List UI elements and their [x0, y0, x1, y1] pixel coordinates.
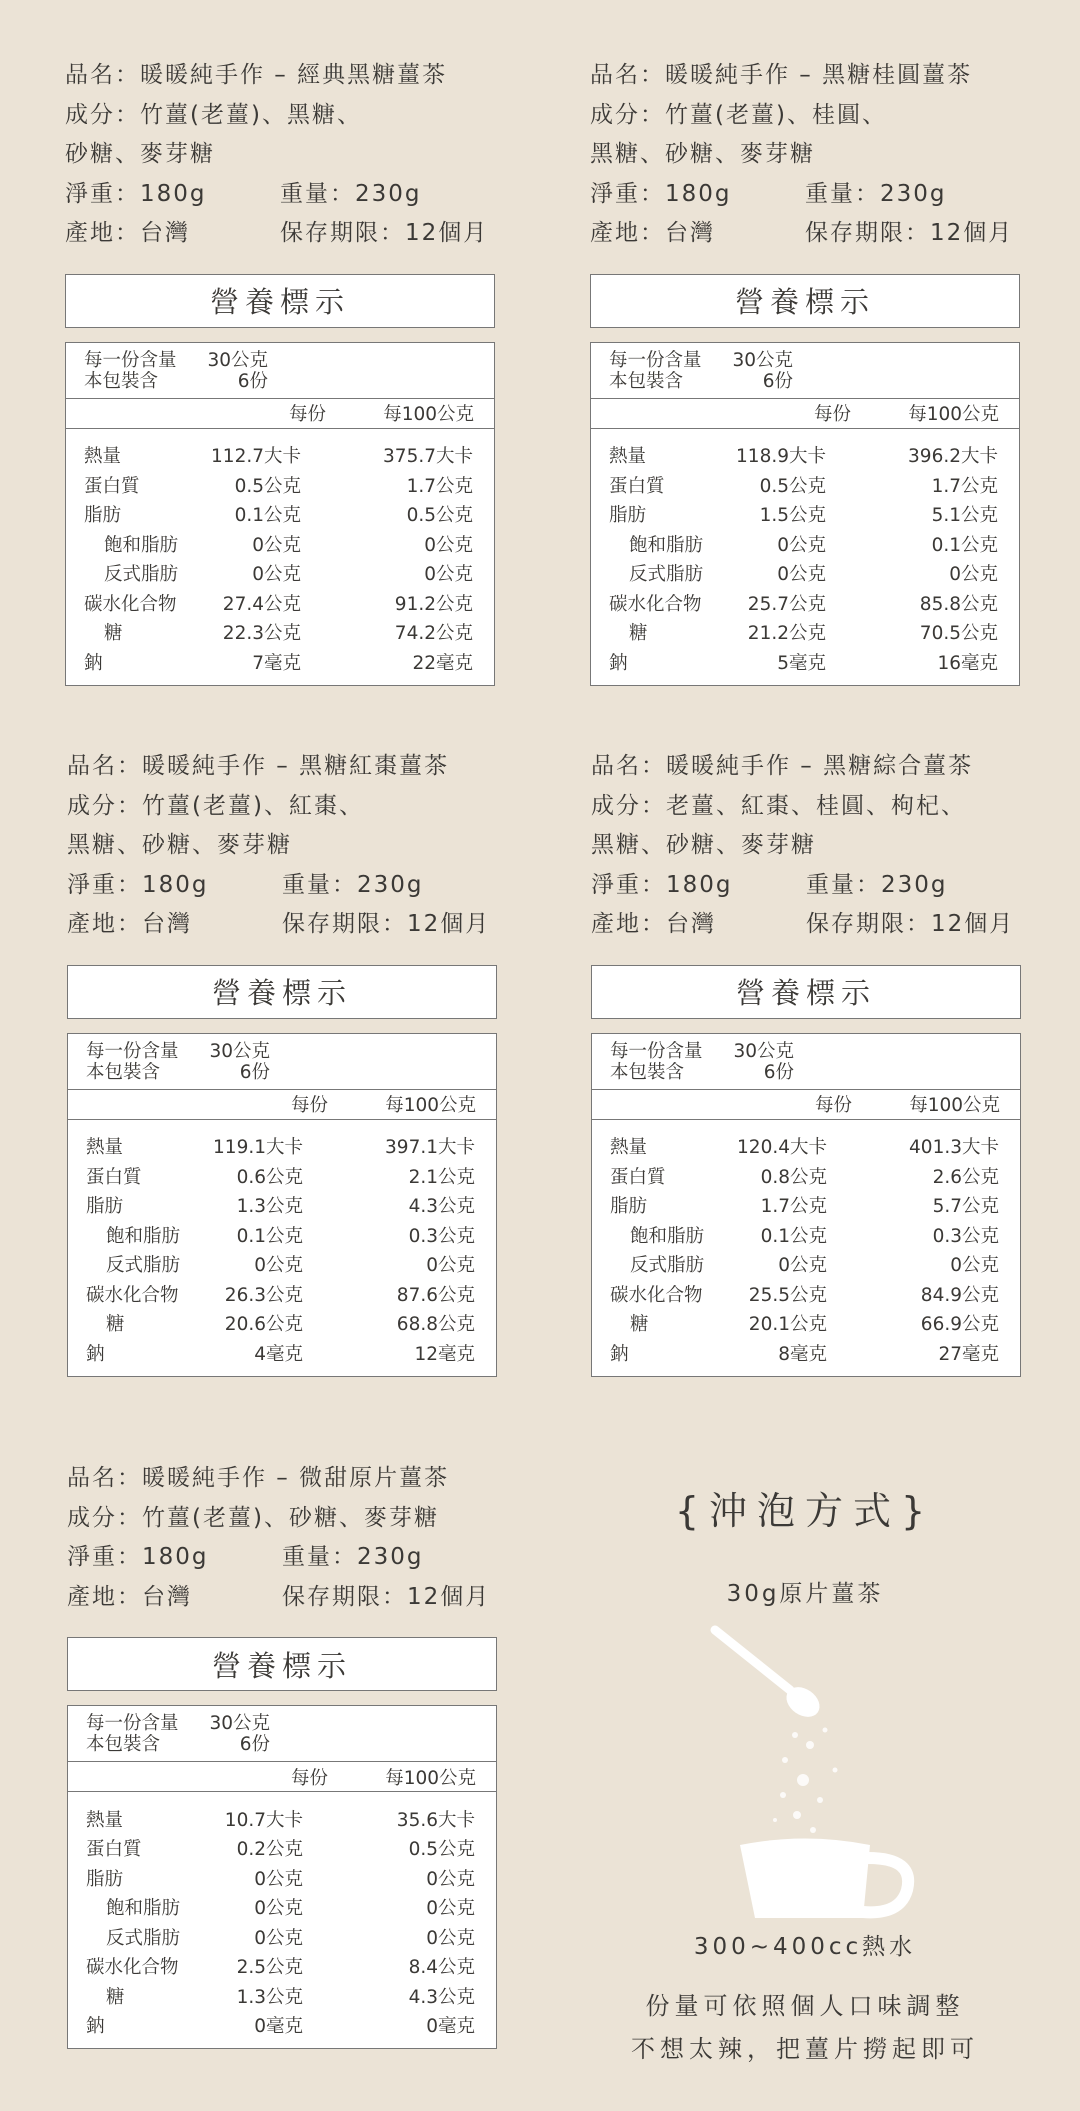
brewing-tip-2: 不想太辣，把薑片撈起即可: [631, 2035, 979, 2063]
table-row: [68, 1893, 496, 1923]
origin-row: [67, 905, 497, 945]
per-serving-value: 7毫克: [252, 652, 301, 674]
table-row: [591, 500, 1019, 530]
per-100g-value: 2.1公克: [408, 1166, 475, 1188]
ingredients-line: 黑糖、砂糖、麥芽糖: [67, 832, 292, 858]
nutrition-table: [67, 1033, 497, 1377]
nutrition-table: [67, 1705, 497, 2049]
nutrient-label: 脂肪: [84, 505, 122, 527]
per-100g-value: 91.2公克: [394, 593, 473, 615]
table-body: [68, 1792, 496, 2048]
product-info: [590, 56, 1020, 254]
servings-value: 6份: [762, 370, 793, 392]
net-weight: 淨重：180g: [590, 180, 732, 207]
per-100g-value: 12毫克: [414, 1343, 475, 1365]
shelf-life: 保存期限：12個月: [805, 220, 1014, 246]
product-mixed: [591, 747, 1021, 1377]
per-serving-value: 0公克: [778, 1255, 827, 1277]
per-100g-value: 5.1公克: [931, 505, 998, 527]
table-row: [66, 441, 494, 471]
brewing-water: 300~400cc熱水: [693, 1934, 917, 1960]
per-100g-value: 0公克: [949, 564, 998, 586]
table-row: [68, 1220, 496, 1250]
header-per-serving: 每份: [290, 1767, 328, 1789]
servings-label: 本包裝含: [610, 1061, 685, 1083]
servings-label: 本包裝含: [84, 370, 159, 392]
gross-weight: 重量：230g: [280, 180, 422, 207]
nutrient-label: 飽和脂肪: [629, 534, 704, 556]
ingredients-line: 砂糖、麥芽糖: [65, 141, 215, 167]
brewing-instructions: [590, 1470, 1020, 2071]
per-serving-value: 0.2公克: [236, 1839, 303, 1861]
nutrition-title: 營養標示: [65, 274, 495, 328]
per-100g-value: 0公克: [426, 1255, 475, 1277]
per-100g-value: 0公克: [424, 564, 473, 586]
nutrient-label: 熱量: [84, 446, 122, 468]
table-row: [68, 1981, 496, 2011]
table-row: [68, 1804, 496, 1834]
nutrient-label: 鈉: [86, 1343, 105, 1365]
origin-row: [67, 1578, 497, 1618]
per-100g-value: 70.5公克: [919, 623, 998, 645]
serving-size-row: [84, 350, 476, 371]
table-row: [591, 559, 1019, 589]
nutrient-label: 蛋白質: [609, 475, 665, 497]
servings-value: 6份: [763, 1061, 794, 1083]
net-weight: 淨重：180g: [65, 180, 207, 207]
table-row: [66, 529, 494, 559]
gross-weight: 重量：230g: [805, 180, 947, 207]
table-row: [66, 470, 494, 500]
nutrient-label: 蛋白質: [86, 1839, 142, 1861]
shelf-life: 保存期限：12個月: [280, 220, 489, 246]
table-row: [68, 1191, 496, 1221]
per-serving-value: 20.6公克: [224, 1314, 303, 1336]
origin-row: [590, 214, 1020, 254]
table-row: [66, 618, 494, 648]
servings-value: 6份: [239, 1061, 270, 1083]
per-100g-value: 0公克: [426, 1927, 475, 1949]
table-row: [68, 1250, 496, 1280]
per-serving-value: 118.9大卡: [736, 446, 826, 468]
per-100g-value: 74.2公克: [394, 623, 473, 645]
per-100g-value: 0.3公克: [932, 1225, 999, 1247]
per-serving-value: 25.7公克: [747, 593, 826, 615]
serving-size-row: [610, 1041, 1002, 1062]
serving-size-row: [609, 350, 1001, 371]
per-serving-value: 0公克: [777, 564, 826, 586]
per-100g-value: 397.1大卡: [385, 1137, 475, 1159]
per-100g-value: 396.2大卡: [908, 446, 998, 468]
servings-row: [86, 1062, 478, 1083]
table-row: [68, 1132, 496, 1162]
ingredients-line: 成分：竹薑(老薑)、砂糖、麥芽糖: [67, 1504, 439, 1531]
servings-row: [86, 1734, 478, 1755]
per-serving-value: 0.5公克: [234, 475, 301, 497]
nutrient-label: 脂肪: [610, 1196, 648, 1218]
table-row: [591, 647, 1019, 677]
ingredients-line: 成分：老薑、紅棗、桂圓、枸杞、: [591, 792, 966, 819]
header-per-serving: 每份: [813, 404, 851, 425]
servings-row: [609, 371, 1001, 392]
table-row: [68, 1922, 496, 1952]
header-per-serving: 每份: [290, 1095, 328, 1116]
brewing-tip-1: 份量可依照個人口味調整: [645, 1992, 965, 2020]
serving-info: [68, 1034, 496, 1090]
per-100g-value: 0.1公克: [931, 534, 998, 556]
nutrient-label: 熱量: [610, 1137, 648, 1159]
per-serving-value: 1.3公克: [236, 1196, 303, 1218]
per-100g-value: 66.9公克: [920, 1314, 999, 1336]
table-row: [68, 1279, 496, 1309]
header-per-serving: 每份: [814, 1095, 852, 1116]
per-serving-value: 0.1公克: [234, 505, 301, 527]
per-serving-value: 112.7大卡: [211, 446, 301, 468]
servings-label: 本包裝含: [86, 1734, 161, 1755]
nutrient-label: 熱量: [86, 1809, 124, 1831]
table-body: [68, 1120, 496, 1376]
serving-size-label: 每一份含量: [86, 1040, 179, 1062]
header-per-100g: 每100公克: [383, 404, 474, 425]
servings-row: [610, 1062, 1002, 1083]
origin-row: [591, 905, 1021, 945]
servings-label: 本包裝含: [609, 370, 684, 392]
serving-size-row: [86, 1713, 478, 1734]
table-row: [66, 588, 494, 618]
weight-row: [65, 175, 495, 215]
per-serving-value: 0.6公克: [236, 1166, 303, 1188]
per-serving-value: 8毫克: [778, 1343, 827, 1365]
product-info: [65, 56, 495, 254]
table-row: [591, 618, 1019, 648]
per-serving-value: 26.3公克: [224, 1284, 303, 1306]
origin: 產地：台灣: [590, 220, 715, 246]
per-serving-value: 0公克: [254, 1927, 303, 1949]
table-row: [592, 1220, 1020, 1250]
brewing-amount: 30g原片薑茶: [726, 1581, 884, 1607]
per-100g-value: 84.9公克: [920, 1284, 999, 1306]
per-serving-value: 10.7大卡: [224, 1809, 303, 1831]
product-name: 品名：暖暖純手作 – 微甜原片薑茶: [67, 1465, 450, 1491]
nutrient-label: 碳水化合物: [84, 593, 177, 615]
per-serving-value: 0公克: [254, 1255, 303, 1277]
per-100g-value: 0.5公克: [406, 505, 473, 527]
per-serving-value: 5毫克: [777, 652, 826, 674]
per-100g-value: 16毫克: [937, 652, 998, 674]
product-lightly-sweet: [67, 1459, 497, 2049]
serving-info: [66, 343, 494, 399]
nutrition-title: 營養標示: [591, 965, 1021, 1019]
ingredients-line: 成分：竹薑(老薑)、黑糖、: [65, 101, 362, 128]
per-100g-value: 87.6公克: [396, 1284, 475, 1306]
per-100g-value: 35.6大卡: [396, 1809, 475, 1831]
table-row: [68, 1338, 496, 1368]
per-serving-value: 1.7公克: [760, 1196, 827, 1218]
per-serving-value: 0公克: [254, 1868, 303, 1890]
per-100g-value: 0.3公克: [408, 1225, 475, 1247]
origin-row: [65, 214, 495, 254]
table-row: [68, 1834, 496, 1864]
per-100g-value: 0公克: [950, 1255, 999, 1277]
net-weight: 淨重：180g: [591, 871, 733, 898]
serving-size-value: 30公克: [209, 1713, 270, 1734]
ingredients-line: 成分：竹薑(老薑)、紅棗、: [67, 792, 364, 819]
product-info: [67, 747, 497, 945]
servings-label: 本包裝含: [86, 1061, 161, 1083]
per-serving-value: 0.8公克: [760, 1166, 827, 1188]
shelf-life: 保存期限：12個月: [806, 911, 1015, 937]
table-header: [591, 399, 1019, 429]
brewing-title: {沖泡方式}: [674, 1489, 936, 1533]
table-row: [68, 1309, 496, 1339]
product-name: 品名：暖暖純手作 – 黑糖紅棗薑茶: [67, 753, 450, 779]
nutrient-label: 糖: [104, 623, 123, 645]
nutrient-label: 脂肪: [609, 505, 647, 527]
ingredients-line: 黑糖、砂糖、麥芽糖: [591, 832, 816, 858]
table-row: [592, 1191, 1020, 1221]
table-row: [68, 2011, 496, 2041]
per-serving-value: 0公克: [252, 534, 301, 556]
weight-row: [67, 866, 497, 906]
per-100g-value: 0公克: [426, 1898, 475, 1920]
serving-size-label: 每一份含量: [84, 349, 177, 371]
per-100g-value: 68.8公克: [396, 1314, 475, 1336]
serving-size-value: 30公克: [733, 1040, 794, 1062]
per-serving-value: 0毫克: [254, 2016, 303, 2038]
per-serving-value: 0公克: [254, 1898, 303, 1920]
per-serving-value: 0.5公克: [759, 475, 826, 497]
table-row: [592, 1279, 1020, 1309]
table-body: [66, 429, 494, 685]
gross-weight: 重量：230g: [282, 871, 424, 898]
nutrient-label: 蛋白質: [84, 475, 140, 497]
per-100g-value: 85.8公克: [919, 593, 998, 615]
table-row: [592, 1132, 1020, 1162]
table-row: [591, 470, 1019, 500]
per-100g-value: 0毫克: [426, 2016, 475, 2038]
shelf-life: 保存期限：12個月: [282, 911, 491, 937]
per-serving-value: 1.5公克: [759, 505, 826, 527]
serving-info: [68, 1706, 496, 1762]
nutrient-label: 飽和脂肪: [630, 1225, 705, 1247]
table-header: [68, 1090, 496, 1120]
nutrient-label: 糖: [630, 1314, 649, 1336]
nutrient-label: 蛋白質: [86, 1166, 142, 1188]
servings-value: 6份: [239, 1734, 270, 1755]
header-per-serving: 每份: [288, 404, 326, 425]
nutrient-label: 脂肪: [86, 1868, 124, 1890]
nutrition-title: 營養標示: [590, 274, 1020, 328]
product-red-date: [67, 747, 497, 1377]
product-name: 品名：暖暖純手作 – 經典黑糖薑茶: [65, 62, 448, 88]
table-header: [68, 1762, 496, 1792]
table-row: [591, 529, 1019, 559]
per-serving-value: 21.2公克: [747, 623, 826, 645]
serving-size-value: 30公克: [207, 349, 268, 371]
per-100g-value: 4.3公克: [408, 1986, 475, 2008]
nutrient-label: 熱量: [609, 446, 647, 468]
origin: 產地：台灣: [591, 911, 716, 937]
per-100g-value: 22毫克: [412, 652, 473, 674]
per-100g-value: 0.5公克: [408, 1839, 475, 1861]
per-serving-value: 0.1公克: [236, 1225, 303, 1247]
nutrient-label: 反式脂肪: [629, 564, 704, 586]
nutrient-label: 糖: [106, 1986, 125, 2008]
per-serving-value: 22.3公克: [222, 623, 301, 645]
nutrition-table: [65, 342, 495, 686]
serving-size-value: 30公克: [209, 1040, 270, 1062]
per-100g-value: 2.6公克: [932, 1166, 999, 1188]
header-per-100g: 每100公克: [909, 1095, 1000, 1116]
nutrient-label: 碳水化合物: [609, 593, 702, 615]
nutrient-label: 反式脂肪: [104, 564, 179, 586]
weight-row: [591, 866, 1021, 906]
per-100g-value: 0公克: [426, 1868, 475, 1890]
table-row: [592, 1250, 1020, 1280]
table-row: [591, 588, 1019, 618]
nutrient-label: 反式脂肪: [106, 1927, 181, 1949]
table-row: [592, 1338, 1020, 1368]
spoon-and-cup-icon: [685, 1620, 925, 1920]
per-serving-value: 2.5公克: [236, 1957, 303, 1979]
table-row: [68, 1161, 496, 1191]
table-row: [66, 559, 494, 589]
nutrient-label: 飽和脂肪: [104, 534, 179, 556]
nutrient-label: 糖: [106, 1314, 125, 1336]
weight-row: [590, 175, 1020, 215]
per-serving-value: 0.1公克: [760, 1225, 827, 1247]
per-serving-value: 120.4大卡: [737, 1137, 827, 1159]
net-weight: 淨重：180g: [67, 1544, 209, 1570]
nutrient-label: 鈉: [609, 652, 628, 674]
per-serving-value: 4毫克: [254, 1343, 303, 1365]
per-100g-value: 4.3公克: [408, 1196, 475, 1218]
nutrient-label: 熱量: [86, 1137, 124, 1159]
per-serving-value: 0公克: [252, 564, 301, 586]
serving-info: [592, 1034, 1020, 1090]
table-row: [592, 1309, 1020, 1339]
nutrient-label: 反式脂肪: [106, 1255, 181, 1277]
per-serving-value: 119.1大卡: [213, 1137, 303, 1159]
table-row: [592, 1161, 1020, 1191]
product-name: 品名：暖暖純手作 – 黑糖綜合薑茶: [591, 753, 974, 779]
table-header: [66, 399, 494, 429]
nutrient-label: 飽和脂肪: [106, 1898, 181, 1920]
per-100g-value: 5.7公克: [932, 1196, 999, 1218]
serving-info: [591, 343, 1019, 399]
per-100g-value: 1.7公克: [406, 475, 473, 497]
origin: 產地：台灣: [65, 220, 190, 246]
gross-weight: 重量：230g: [806, 871, 948, 898]
ingredients-line: 黑糖、砂糖、麥芽糖: [590, 141, 815, 167]
product-info: [67, 1459, 497, 1617]
shelf-life: 保存期限：12個月: [282, 1583, 491, 1610]
table-header: [592, 1090, 1020, 1120]
nutrient-label: 碳水化合物: [610, 1284, 703, 1306]
servings-value: 6份: [237, 370, 268, 392]
nutrition-table: [591, 1033, 1021, 1377]
product-name: 品名：暖暖純手作 – 黑糖桂圓薑茶: [590, 62, 973, 88]
nutrition-table: [590, 342, 1020, 686]
per-100g-value: 27毫克: [938, 1343, 999, 1365]
nutrient-label: 鈉: [86, 2016, 105, 2038]
nutrient-label: 脂肪: [86, 1196, 124, 1218]
nutrient-label: 碳水化合物: [86, 1957, 179, 1979]
origin: 產地：台灣: [67, 911, 192, 937]
header-per-100g: 每100公克: [385, 1767, 476, 1789]
origin: 產地：台灣: [67, 1583, 192, 1610]
nutrition-title: 營養標示: [67, 1637, 497, 1691]
nutrition-title: 營養標示: [67, 965, 497, 1019]
gross-weight: 重量：230g: [282, 1544, 424, 1570]
table-row: [66, 500, 494, 530]
per-100g-value: 0公克: [424, 534, 473, 556]
product-info: [591, 747, 1021, 945]
header-per-100g: 每100公克: [908, 404, 999, 425]
per-serving-value: 25.5公克: [748, 1284, 827, 1306]
product-longan: [590, 56, 1020, 686]
per-100g-value: 375.7大卡: [383, 446, 473, 468]
per-serving-value: 1.3公克: [236, 1986, 303, 2008]
per-serving-value: 20.1公克: [748, 1314, 827, 1336]
nutrient-label: 鈉: [84, 652, 103, 674]
serving-size-row: [86, 1041, 478, 1062]
nutrient-label: 蛋白質: [610, 1166, 666, 1188]
per-100g-value: 401.3大卡: [909, 1137, 999, 1159]
table-row: [68, 1952, 496, 1982]
serving-size-label: 每一份含量: [86, 1713, 179, 1734]
table-row: [66, 647, 494, 677]
ingredients-line: 成分：竹薑(老薑)、桂圓、: [590, 101, 887, 128]
table-body: [591, 429, 1019, 685]
per-serving-value: 0公克: [777, 534, 826, 556]
weight-row: [67, 1538, 497, 1578]
serving-size-label: 每一份含量: [609, 349, 702, 371]
serving-size-label: 每一份含量: [610, 1040, 703, 1062]
net-weight: 淨重：180g: [67, 871, 209, 898]
serving-size-value: 30公克: [732, 349, 793, 371]
nutrient-label: 碳水化合物: [86, 1284, 179, 1306]
product-classic-brown-sugar: [65, 56, 495, 686]
per-100g-value: 8.4公克: [408, 1957, 475, 1979]
per-serving-value: 27.4公克: [222, 593, 301, 615]
per-100g-value: 1.7公克: [931, 475, 998, 497]
nutrient-label: 飽和脂肪: [106, 1225, 181, 1247]
table-row: [591, 441, 1019, 471]
nutrient-label: 糖: [629, 623, 648, 645]
servings-row: [84, 371, 476, 392]
table-body: [592, 1120, 1020, 1376]
header-per-100g: 每100公克: [385, 1095, 476, 1116]
nutrient-label: 鈉: [610, 1343, 629, 1365]
nutrient-label: 反式脂肪: [630, 1255, 705, 1277]
table-row: [68, 1863, 496, 1893]
